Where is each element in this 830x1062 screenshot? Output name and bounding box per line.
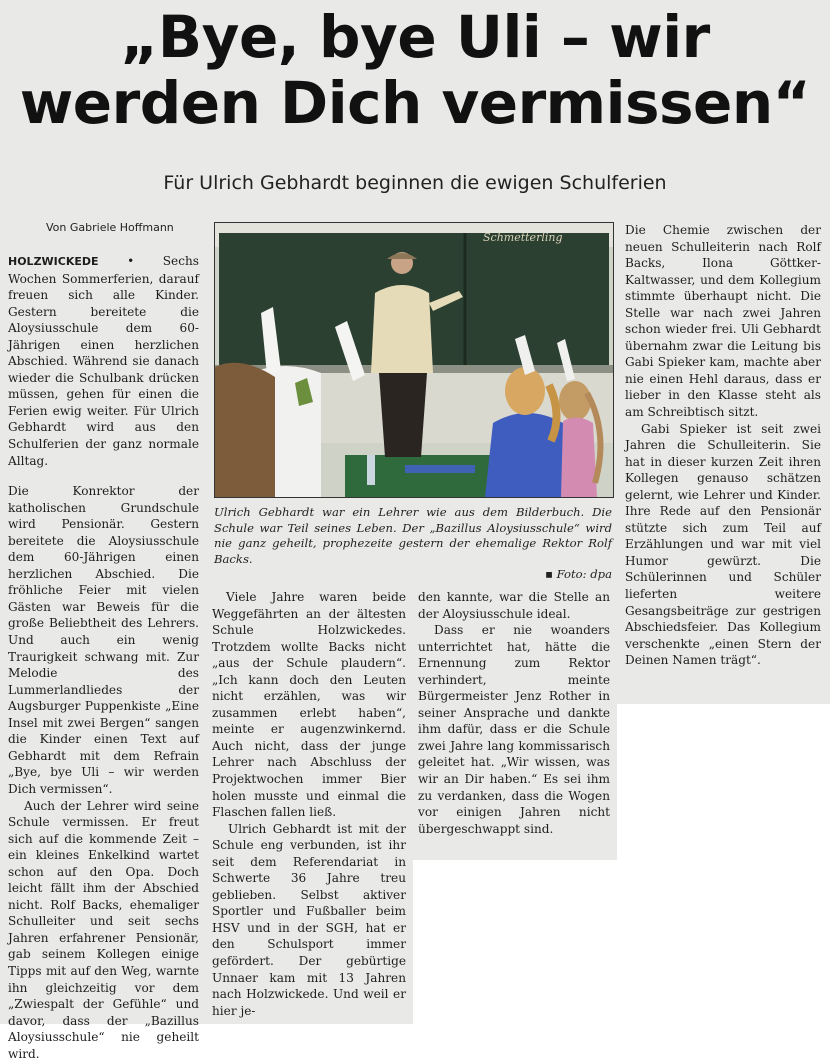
column-3 (418, 589, 610, 837)
col2-paragraph-2: Ulrich Gebhardt ist mit der Schule eng verbunden, ist ihr seit dem Referendariat in Schwerte 36 Jahre treu geblieben. Selbst aktiver Sportler und Fußballer beim HSV und in der SGH, hat er den Schulsport immer gefördert. Der gebürtige Unnaer kam mit 13 Jahren nach Holzwickede. Und weil er hier je- (212, 821, 406, 1020)
column-4 (625, 222, 821, 669)
col4-paragraph-1: Die Chemie zwischen der neuen Schulleiterin nach Rolf Backs, Ilona Göttker-Kaltwasser, und dem Kollegium stimmte überhaupt nicht. Die Stelle war nach zwei Jahren schon wieder frei. Uli Gebhardt übernahm zwar die Leitung bis Gabi Spieker kam, machte aber nie einen Hehl daraus, dass er lieber in den Klasse steht als am Schreibtisch sitzt. (625, 222, 821, 421)
subheadline: Für Ulrich Gebhardt beginnen die ewigen Schulferien (0, 172, 830, 194)
col3-paragraph-1: den kannte, war die Stelle an der Aloysiusschule ideal. (418, 589, 610, 622)
column-1 (8, 253, 199, 1062)
col3-paragraph-2: Dass er nie woanders unterrichtet hat, hätte die Ernennung zum Rektor verhindert, meinte Bürgermeister Jenz Rother in seiner Ansprache und dankte ihm dafür, dass er die Schule zwei Jahre lang kommissarisch geleitet hat. „Wir wissen, was wir an Dir haben.“ Es sei ihm zu verdanken, dass die Wogen vor einigen Jahren nicht übergeschwappt sind. (418, 622, 610, 837)
col1-paragraph-3: Auch der Lehrer wird seine Schule vermissen. Er freut sich auf die kommende Zeit – ein kleines Enkelkind wartet schon auf den Opa. Doch leicht fällt ihm der Abschied nicht. Rolf Backs, ehemaliger Schulleiter und seit sechs Jahren erfahrener Pensionär, gab seinem Kollegen einige Tipps mit auf den Weg, warnte ihn gleichzeitig vor dem „Zwiespalt der Gefühle“ und davor, dass der „Bazillus Aloysiusschule“ nie geheilt wird. (8, 798, 199, 1062)
photo-credit: ▪ Foto: dpa (214, 567, 612, 583)
caption-text: Ulrich Gebhardt war ein Lehrer wie aus dem Bilderbuch. Die Schule war Teil seines Leben. Der „Bazillus Aloysiusschule“ wird nie ganz geheilt, prophezeite gestern der ehemalige Rektor Rolf Backs. (214, 505, 612, 566)
headline-line2: werden Dich vermissen“ (0, 70, 830, 136)
col2-paragraph-1: Viele Jahre waren beide Weggefährten an der ältesten Schule Holzwickedes. Trotzdem wollte Backs nicht „aus der Schule plaudern“. „Ich kann doch den Leuten nicht erzählen, was wir zusammen erlebt haben“, meinte er augenzwinkernd. Auch nicht, dass der junge Lehrer nach Abschluss der Projektwochen immer Bier holen musste und einmal die Flaschen fallen ließ. (212, 589, 406, 821)
col1-paragraph-2: Die Konrektor der katholischen Grundschule wird Pensionär. Gestern bereitete die Aloysiusschule dem 60-Jährigen einen herzlichen Abschied. Die fröhliche Feier mit vielen Gästen war Beweis für die große Beliebtheit des Lehrers. Und auch ein wenig Traurigkeit schwang mit. Zur Melodie des Lummerlandliedes der Augsburger Puppenkiste „Eine Insel mit zwei Bergen“ sangen die Kinder einen Text auf Gebhardt mit dem Refrain „Bye, bye Uli – wir werden Dich vermissen“. (8, 483, 199, 797)
article-photo (214, 222, 614, 498)
dateline: HOLZWICKEDE (8, 255, 99, 268)
byline: Von Gabriele Hoffmann (46, 221, 174, 234)
col4-paragraph-2: Gabi Spieker ist seit zwei Jahren die Schulleiterin. Sie hat in dieser kurzen Zeit ihren Kollegen genauso schätzen gelernt, wie Lehrer und Kinder. Ihre Rede auf den Pensionär stützte sich zum Teil auf Erzählungen und war mit viel Humor gewürzt. Die Schülerinnen und Schüler lieferten weitere Gesangsbeiträge zur gestrigen Abschiedsfeier. Das Kollegium verschenkte „einen Stern der Deinen Namen trägt“. (625, 421, 821, 669)
board-text: Schmetterling (483, 231, 563, 244)
headline (0, 4, 830, 136)
blank-area-bottom (413, 860, 830, 1024)
col1-paragraph-1: HOLZWICKEDE • Sechs Wochen Sommerferien, darauf freuen sich alle Kinder. Gestern bereitete die Aloysiusschule dem 60-Jährigen einen herzlichen Abschied. Während sie danach wieder die Schulbank drücken müssen, gehen für einen die Ferien ewig weiter. Für Ulrich Gebhardt wird aus den Schulferien der ganz normale Alltag. (8, 253, 199, 469)
headline-line1: „Bye, bye Uli – wir (0, 4, 830, 70)
photo-caption (214, 505, 612, 583)
column-2 (212, 589, 406, 1019)
